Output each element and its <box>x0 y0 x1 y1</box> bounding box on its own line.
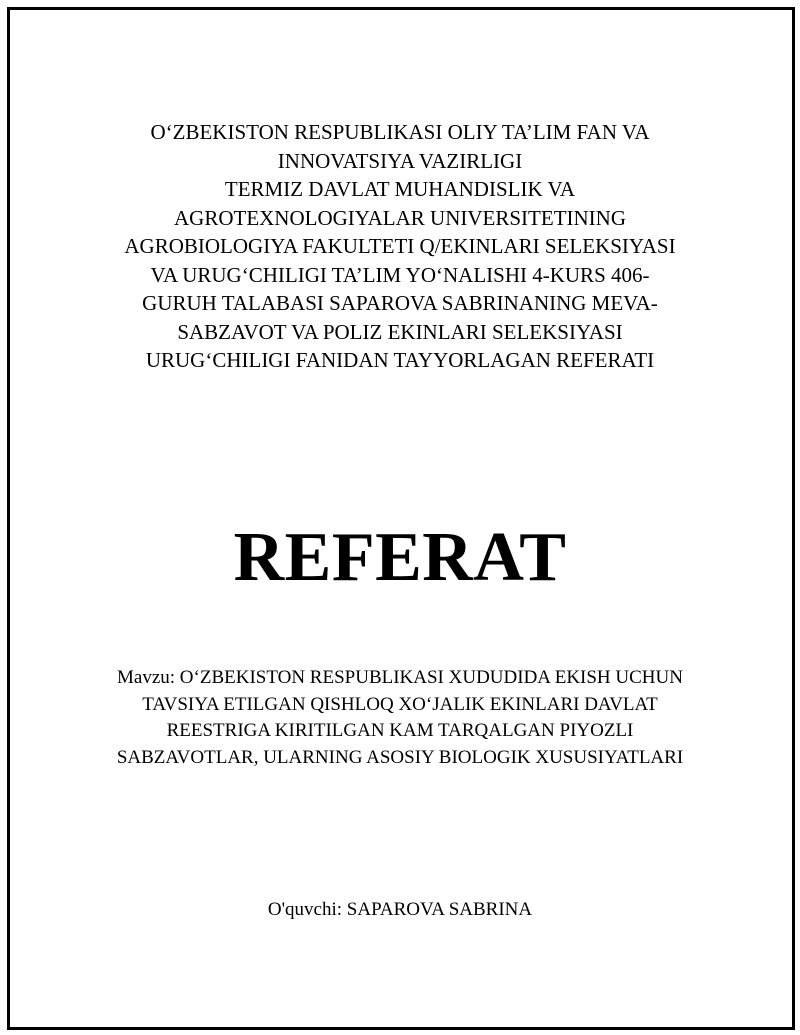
header-line: AGROTEXNOLOGIYALAR UNIVERSITETINING <box>173 205 627 230</box>
topic-line: Mavzu: O‘ZBEKISTON RESPUBLIKASI XUDUDIDA EKISH UCHUN <box>117 667 683 688</box>
student-name: O'quvchi: SAPAROVA SABRINA <box>267 899 533 920</box>
header-line: TERMIZ DAVLAT MUHANDISLIK VA <box>224 177 576 201</box>
header-line: VA URUG‘CHILIGI TA’LIM YO‘NALISHI 4-KURS 406- <box>150 262 650 287</box>
header-line: INNOVATSIYA VAZIRLIGI <box>277 148 523 173</box>
header-line: SABZAVOT VA POLIZ EKINLARI SELEKSIYASI <box>177 319 623 344</box>
topic-block <box>60 665 740 771</box>
topic-line: TAVSIYA ETILGAN QISHLOQ XO‘JALIK EKINLARI DAVLAT <box>142 693 658 715</box>
document-title: REFERAT <box>233 519 567 596</box>
topic-line: REESTRIGA KIRITILGAN KAM TARQALGAN PIYOZLI <box>166 720 634 741</box>
header-line: GURUH TALABASI SAPAROVA SABRINANING MEVA- <box>142 291 658 315</box>
header-line: AGROBIOLOGIYA FAKULTETI Q/EKINLARI SELEKSIYASI <box>124 234 676 258</box>
header-line: O‘ZBEKISTON RESPUBLIKASI OLIY TA’LIM FAN VA <box>150 120 650 144</box>
header-line: URUG‘CHILIGI FANIDAN TAYYORLAGAN REFERATI <box>145 348 655 372</box>
topic-line: SABZAVOTLAR, ULARNING ASOSIY BIOLOGIK XUSUSIYATLARI <box>116 746 684 768</box>
institution-header <box>60 118 740 375</box>
